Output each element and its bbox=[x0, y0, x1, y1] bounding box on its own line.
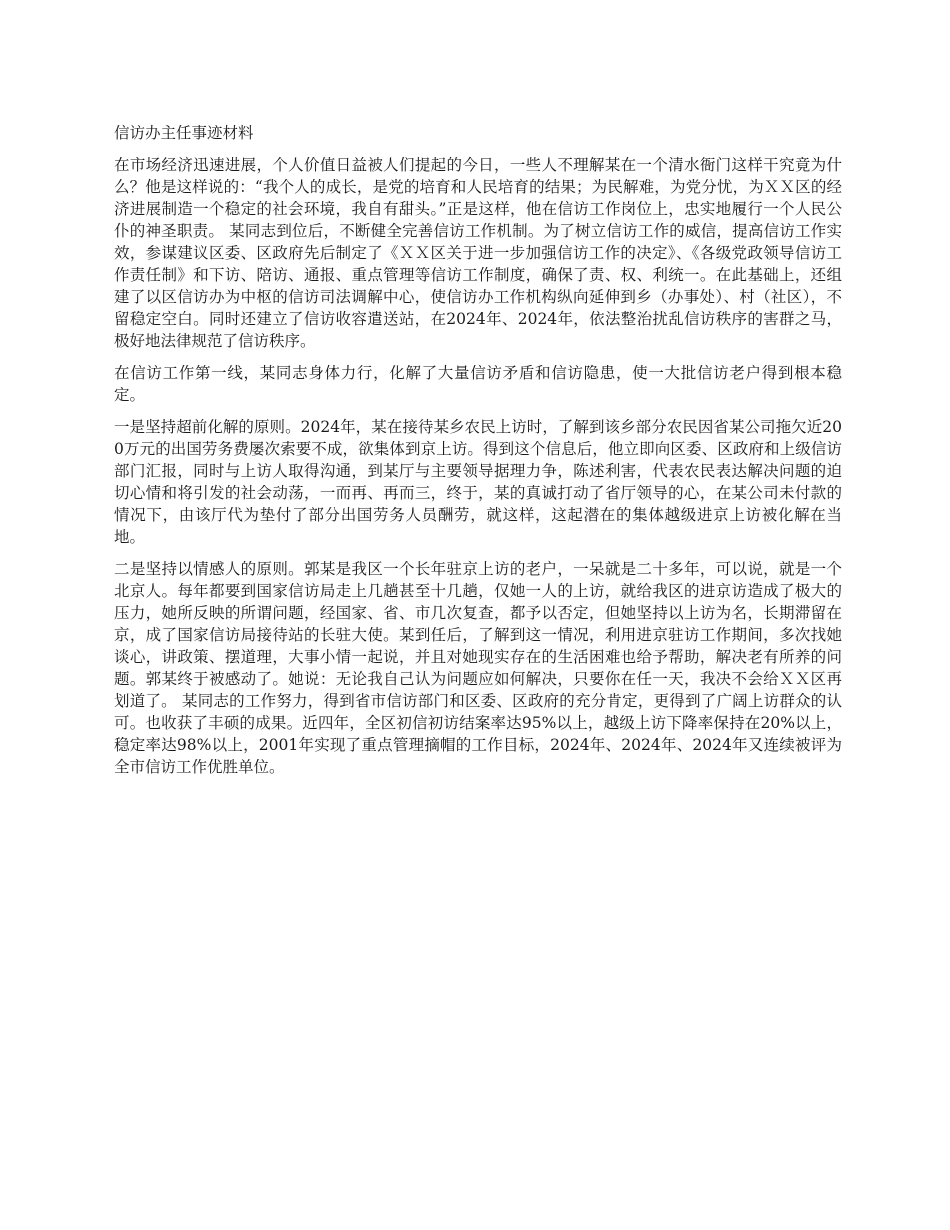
paragraph-frontline: 在信访工作第一线，某同志身体力行，化解了大量信访矛盾和信访隐患，使一大批信访老户得到根本稳定。 bbox=[114, 364, 842, 404]
paragraph-principle-two: 二是坚持以情感人的原则。郭某是我区一个长年驻京上访的老户，一呆就是二十多年，可以说，就是一个北京人。每年都要到国家信访局走上几趟甚至十几趟，仅她一人的上访，就给我区的进京访造成了极大的压力，她所反映的所谓问题，经国家、省、市几次复查，都予以否定，但她坚持以上访为名，长期滞留在京，成了国家信访局接待站的长驻大使。某到任后，了解到这一情况，利用进京驻访工作期间，多次找她谈心，讲政策、摆道理，大事小情一起说，并且对她现实存在的生活困难也给予帮助，解决老有所养的问题。郭某终于被感动了。她说：无论我自己认为问题应如何解决，只要你在任一天，我决不会给ＸＸ区再划道了。 某同志的工作努力，得到省市信访部门和区委、区政府的充分肯定，更得到了广阔上访群众的认可。也收获了丰硕的成果。近四年，全区初信初访结案率达95%以上，越级上访下降率保持在20%以上，稳定率达98%以上，2001年实现了重点管理摘帽的工作目标，2024年、2024年、2024年又连续被评为全市信访工作优胜单位。 bbox=[114, 560, 842, 776]
document-title: 信访办主任事迹材料 bbox=[114, 124, 254, 142]
paragraph-principle-one: 一是坚持超前化解的原则。2024年，某在接待某乡农民上访时，了解到该乡部分农民因省某公司拖欠近200万元的出国劳务费屡次索要不成，欲集体到京上访。得到这个信息后，他立即向区委、区政府和上级信访部门汇报，同时与上访人取得沟通，到某厅与主要领导据理力争，陈述利害，代表农民表达解决问题的迫切心情和将引发的社会动荡，一而再、再而三，终于，某的真诚打动了省厅领导的心，在某公司未付款的情况下，由该厅代为垫付了部分出国劳务人员酬劳，就这样，这起潜在的集体越级进京上访被化解在当地。 bbox=[114, 418, 842, 546]
document-page bbox=[114, 122, 842, 788]
paragraph-intro: 在市场经济迅速进展，个人价值日益被人们提起的今日，一些人不理解某在一个清水衙门这样干究竟为什么？他是这样说的：“我个人的成长，是党的培育和人民培育的结果；为民解难，为党分忧，为ＸＸ区的经济进展制造一个稳定的社会环境，我自有甜头。”正是这样，他在信访工作岗位上，忠实地履行一个人民公仆的神圣职责。 某同志到位后，不断健全完善信访工作机制。为了树立信访工作的威信，提高信访工作实效，参谋建议区委、区政府先后制定了《ＸＸ区关于进一步加强信访工作的决定》、《各级党政领导信访工作责任制》和下访、陪访、通报、重点管理等信访工作制度，确保了责、权、利统一。在此基础上，还组建了以区信访办为中枢的信访司法调解中心，使信访办工作机构纵向延伸到乡（办事处）、村（社区），不留稳定空白。同时还建立了信访收容遣送站，在2024年、2024年，依法整治扰乱信访秩序的害群之马，极好地法律规范了信访秩序。 bbox=[114, 156, 842, 350]
